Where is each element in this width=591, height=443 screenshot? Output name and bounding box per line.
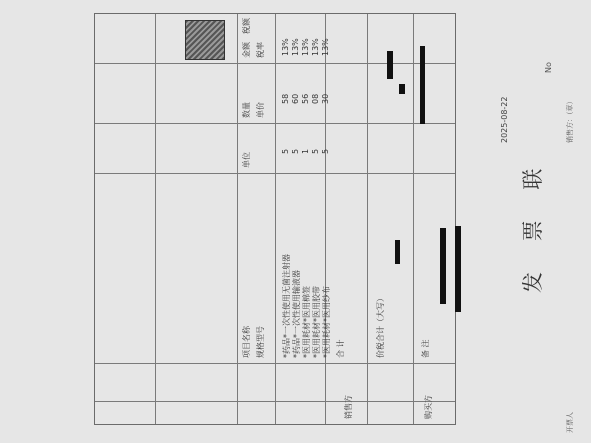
- item-qty: 5: [291, 148, 300, 154]
- item-amount: 60: [291, 93, 300, 104]
- title-char: 联: [521, 162, 545, 190]
- header-tax-rate: 税率: [256, 42, 265, 58]
- item-name: *药品*一次性使用无菌注射器: [282, 254, 291, 358]
- redaction-bar: [387, 51, 393, 79]
- title-char: 票: [521, 214, 545, 242]
- item-name: *医用耗材*医用胶带: [312, 286, 321, 358]
- remark-label: 备 注: [421, 339, 430, 358]
- seller-label: 销售方: [344, 395, 353, 419]
- table-line: [95, 173, 455, 174]
- qr-code: [185, 20, 225, 60]
- header-amount: 金额: [242, 42, 251, 58]
- header-unit: 单位: [242, 152, 251, 168]
- redaction-bar: [440, 228, 446, 304]
- item-rate: 13%: [321, 38, 330, 56]
- redaction-bar: [455, 226, 461, 312]
- header-price: 单价: [256, 102, 265, 118]
- title-char: 发: [521, 266, 545, 293]
- table-line: [95, 63, 455, 64]
- item-amount: 58: [281, 93, 290, 104]
- item-rate: 13%: [311, 38, 320, 56]
- item-rate: 13%: [301, 38, 310, 56]
- total-label: 合 计: [336, 339, 345, 358]
- item-name: *医用耗材*医用棉签: [302, 286, 311, 358]
- redaction-bar: [399, 84, 405, 94]
- item-rate: 13%: [281, 38, 290, 56]
- total-words-label: 价税合计（大写）: [376, 294, 385, 358]
- invoice-date: 2025-08-22: [500, 96, 509, 143]
- buyer-label: 购买方: [424, 395, 433, 419]
- footer-stamp-text: 销售方：（章）: [566, 97, 574, 143]
- item-amount: 30: [321, 93, 330, 104]
- invoice-table: [94, 13, 456, 425]
- item-amount: 56: [301, 93, 310, 104]
- item-qty: 1: [301, 148, 310, 154]
- table-line: [95, 363, 455, 364]
- item-name: *医用耗材*医用纱布: [322, 286, 331, 358]
- item-qty: 5: [311, 148, 320, 154]
- invoice-number-label: No: [544, 62, 553, 73]
- header-tax: 税额: [242, 18, 251, 34]
- header-qty: 数量: [242, 102, 251, 118]
- header-item-name: 项目名称: [242, 326, 251, 358]
- header-spec: 规格型号: [256, 326, 265, 358]
- item-amount: 08: [311, 93, 320, 104]
- table-line: [95, 401, 455, 402]
- redaction-bar: [395, 240, 400, 264]
- item-qty: 5: [321, 148, 330, 154]
- item-qty: 5: [281, 148, 290, 154]
- redaction-bar: [420, 46, 425, 124]
- issuer-label: 开票人: [566, 412, 574, 433]
- item-rate: 13%: [291, 38, 300, 56]
- item-name: *药品*一次性使用输液器: [292, 270, 301, 358]
- document-title: [517, 151, 547, 293]
- table-line: [95, 123, 455, 124]
